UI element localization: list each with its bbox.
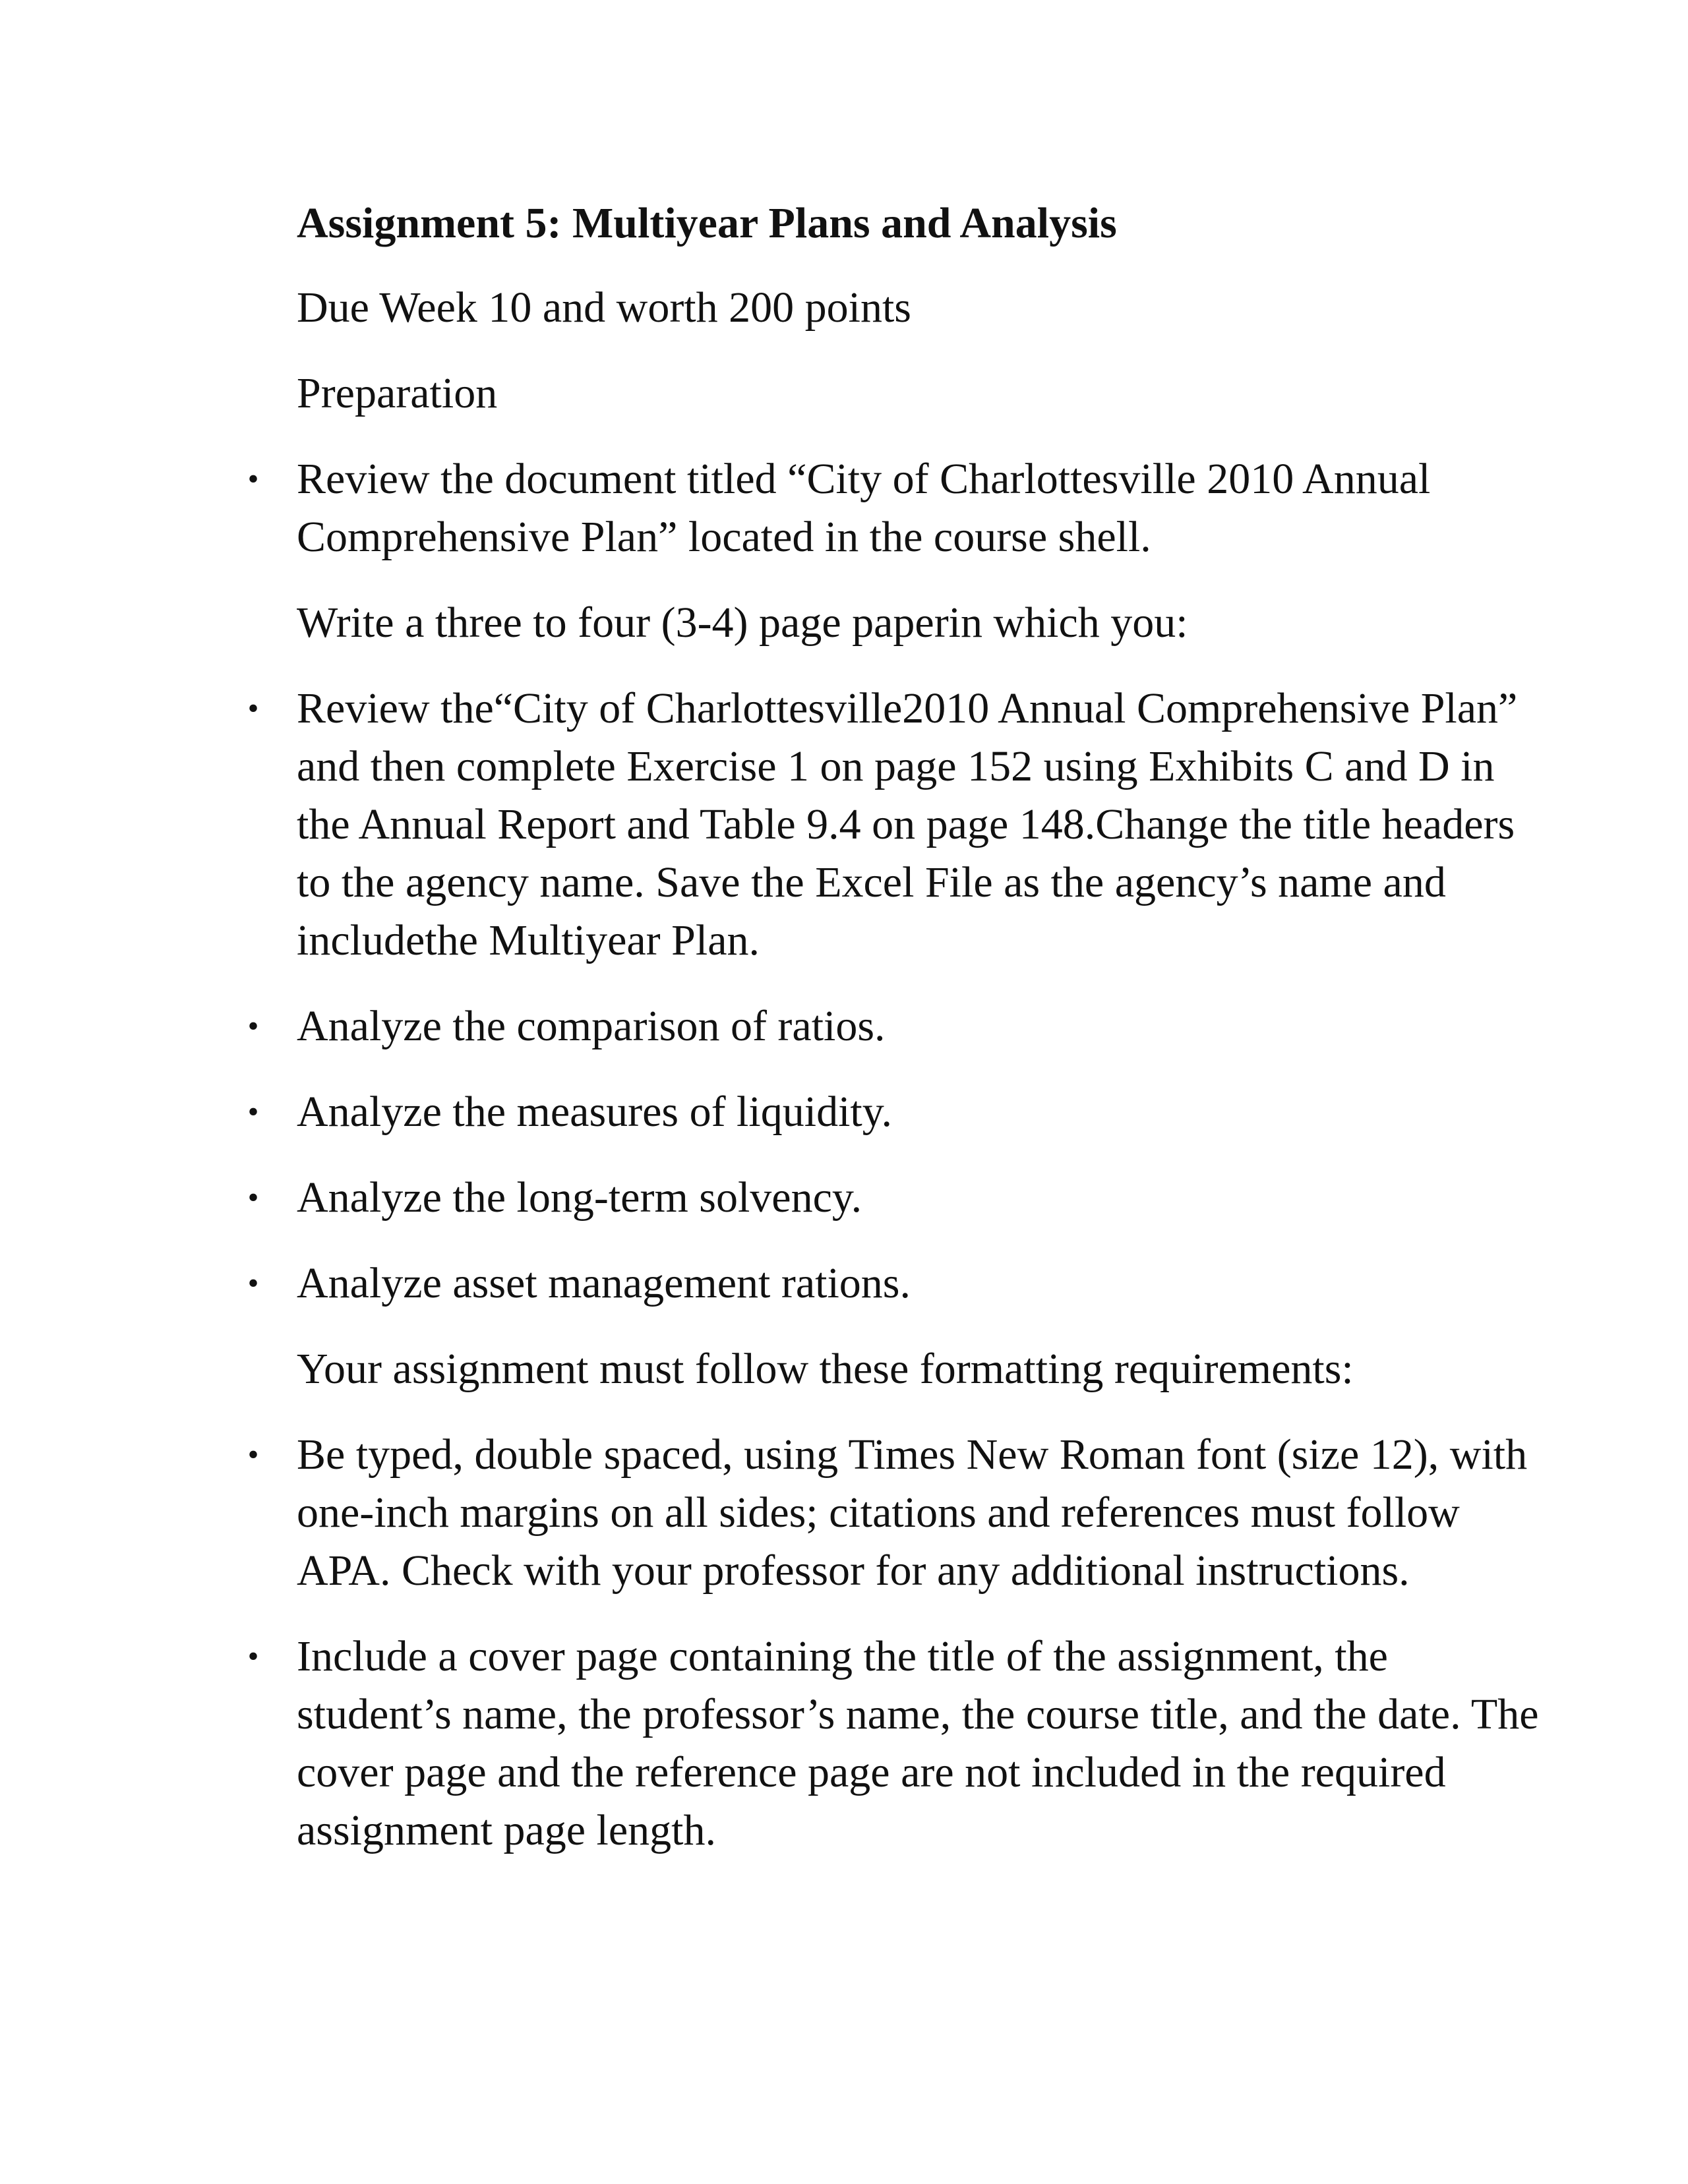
- bullet-icon: •: [247, 1180, 259, 1215]
- list-item-text: Analyze the comparison of ratios.: [297, 1002, 886, 1050]
- list-item: [247, 1169, 1550, 1227]
- list-item-text: Analyze asset management rations.: [297, 1259, 911, 1307]
- list-item: [247, 680, 1550, 970]
- write-intro: Write a three to four (3-4) page paperin which you:: [297, 599, 1188, 647]
- list-item-text: Analyze the long-term solvency.: [297, 1173, 862, 1222]
- document-body: [247, 194, 1550, 1887]
- list-item: [247, 450, 1550, 566]
- bullet-icon: •: [247, 1266, 259, 1301]
- list-item: [247, 1426, 1550, 1600]
- list-item: [247, 997, 1550, 1055]
- list-item: [247, 1254, 1550, 1313]
- list-item-text: Review the document titled “City of Charlottesville 2010 Annual Comprehensive Plan” located in the course shell.: [297, 455, 1431, 561]
- list-item: [247, 1628, 1550, 1860]
- list-item: [247, 1083, 1550, 1141]
- list-item-text: Include a cover page containing the title of the assignment, the student’s name, the professor’s name, the course title, and the date. The cover page and the reference page are not included in the required assignment page length.: [297, 1632, 1539, 1854]
- preparation-heading: Preparation: [297, 369, 498, 417]
- bullet-icon: •: [247, 691, 259, 726]
- bullet-icon: •: [247, 1094, 259, 1129]
- formatting-list: [247, 1426, 1550, 1860]
- bullet-icon: •: [247, 461, 259, 496]
- due-line: Due Week 10 and worth 200 points: [297, 283, 911, 332]
- bullet-icon: •: [247, 1437, 259, 1472]
- assignment-title: Assignment 5: Multiyear Plans and Analysis: [297, 199, 1117, 247]
- list-item-text: Analyze the measures of liquidity.: [297, 1088, 892, 1136]
- bullet-icon: •: [247, 1639, 259, 1674]
- preparation-list: [247, 450, 1550, 566]
- list-item-text: Review the“City of Charlottesville2010 Annual Comprehensive Plan” and then complete Exercise 1 on page 152 using Exhibits C and D in the Annual Report and Table 9.4 on page 148.Change the title headers to the agency name. Save the Excel File as the agency’s name and includethe Multiyear Plan.: [297, 684, 1518, 964]
- task-list: [247, 680, 1550, 1313]
- list-item-text: Be typed, double spaced, using Times New Roman font (size 12), with one-inch margins on all sides; citations and references must follow APA. Check with your professor for any additional instructions.: [297, 1431, 1528, 1595]
- formatting-intro: Your assignment must follow these formatting requirements:: [297, 1345, 1354, 1393]
- bullet-icon: •: [247, 1009, 259, 1044]
